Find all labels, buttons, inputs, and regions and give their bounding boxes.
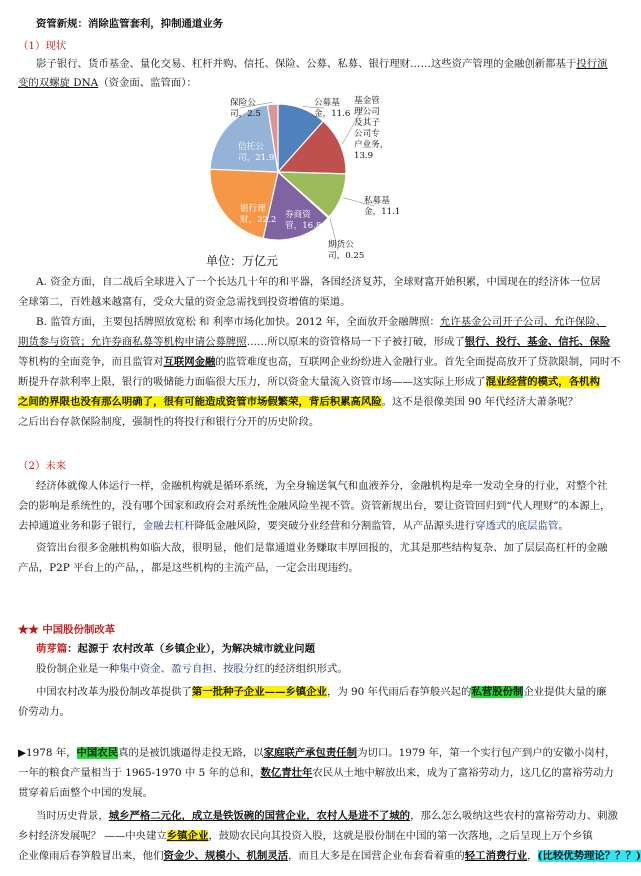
- paragraph-line: 全球第二，百姓越来越富有，受众大量的资金急需找到投资增值的渠道。: [18, 296, 351, 308]
- paragraph-line: 产品，P2P 平台上的产品，，都是这些机构的主流产品，一定会出现违约。: [18, 562, 359, 574]
- paragraph-line: 贯穿着后面整个中国的发展。: [18, 787, 154, 799]
- paragraph-line: 企业像雨后春笋般冒出来，他们资金少、规模小、机制灵活，而且大多是在国营企业布套看着重的轻工消费行业，(比较优势理论？？？): [18, 850, 641, 862]
- paragraph-line: 期货参与资管；允许券商私募等机构申请公募牌照……所以原来的资管格局一下子被打破，形成了银行、投行、基金、信托、保险: [18, 336, 611, 348]
- paragraph-line: 之间的界限也没有那么明确了，很有可能造成资管市场假繁荣，背后积累高风险。这不是很像美国 90 年代经济大萧条呢？: [18, 396, 579, 408]
- section-title-share-reform: ★★ 中国股份制改革: [18, 624, 116, 636]
- paragraph-line: 乡村经济发展呢？ ——中央建立乡镇企业，鼓励农民向其投资入股，这就是股份制在中国的第一次落地，之后呈现上万个乡镇: [18, 830, 593, 842]
- sprout-heading: 萌芽篇：起源于 农村改革（乡镇企业），为解决城市就业问题: [36, 643, 315, 655]
- paragraph-line: 当时历史背景，城乡严格二元化，成立是铁饭碗的国营企业，农村人是进不了城的，那么怎么吸纳这些农村的富裕劳动力、刺激: [36, 810, 618, 822]
- pie-slice-label: 信托公 司，21.9: [238, 142, 275, 163]
- subheading-future: （2）未来: [18, 460, 67, 472]
- pie-slice-label: 私募基 金，11.1: [364, 196, 401, 217]
- paragraph-line: 经济体就像人体运行一样，金融机构就是循环系统，为全身输送氧气和血液养分，金融机构是牵一发动全身的行业，对整个社: [36, 480, 608, 492]
- pie-chart: [190, 92, 450, 272]
- paragraph-line: 中国农村改革为股份制改革提供了第一批种子企业——乡镇企业，为 90 年代雨后春笋般兴起的私营股份制企业提供大量的廉: [36, 686, 607, 698]
- paragraph-line: 等机构的全面竞争，而且监管对互联网金融的监管难度也高，互联网企业纷纷进入金融行业。首先全面提高放开了贷款限制，同时不: [18, 356, 621, 368]
- paragraph-line: 一年的粮食产量相当于 1965-1970 中 5 年的总和，数亿青壮年农民从土地中解放出来，成为了富裕劳动力，这几亿的富裕劳动力: [18, 767, 614, 779]
- paragraph-line: 变的双螺旋 DNA（资金面、监管面）：: [18, 77, 197, 89]
- paragraph-line: ▶1978 年，中国农民真的是被饥饿逼得走投无路，以家庭联产承包责任制为切口。1979 年，第一个实行包产到户的安徽小岗村，: [18, 747, 616, 759]
- section-title-asset-management: 资管新规：消除监管套利，抑制通道业务: [36, 18, 224, 30]
- paragraph-line: B. 监管方面，主要包括牌照放宽松 和 利率市场化加快。2012 年，全面放开金融牌照：允许基金公司开子公司、允许保险、: [36, 316, 607, 328]
- paragraph-line: 股份制企业是一种集中资金、盈亏自担、按股分红的经济组织形式。: [36, 663, 348, 675]
- pie-slice-label: 银行理 财，22.2: [240, 204, 277, 225]
- subheading-current: （1）现状: [18, 40, 67, 52]
- stars-icon: ★★: [18, 624, 39, 636]
- paragraph-line: 之后出台存款保险制度，强制性的将投行和银行分开的历史阶段。: [18, 416, 320, 428]
- pie-slice-label: 公募基 金，11.6: [314, 98, 351, 119]
- paragraph-line: 价劳动力。: [18, 706, 70, 718]
- paragraph-line: 影子银行、货币基金、量化交易、杠杆并购、信托、保险、公募、私募、银行理财……这些资产管理的金融创新都基于投行演: [36, 58, 608, 70]
- paragraph-line: A. 资金方面，自二战后全球进入了一个长达几十年的和平器，各国经济复苏，全球财富开始积累，中国现在的经济体一位居: [36, 276, 601, 288]
- chart-unit-label: 单位：万亿元: [206, 254, 279, 268]
- paragraph-line: 会的影响是系统性的，没有哪个国家和政府会对系统性金融风险坐视不管。资管新规出台，要让资管回归到“代人理财”的本源上，: [18, 500, 611, 512]
- pie-slice-label: 期货公 司，0.25: [328, 240, 365, 261]
- paragraph-line: 资管出台很多金融机构如临大敌，很明显，他们是靠通道业务赚取丰厚回报的，尤其是那些结构复杂、加了层层高杠杆的金融: [36, 542, 608, 554]
- paragraph-line: 断提升存款利率上限，银行的吸储能力面临很大压力，所以资金大量流入资管市场——这实际上形成了混业经营的模式，各机构: [18, 376, 600, 388]
- pie-slice-label: 券商资 管，16.8: [285, 210, 322, 231]
- pie-slice-label: 保险公 司，2.5: [230, 98, 261, 119]
- paragraph-line: 去掉通道业务和影子银行，金融去杠杆降低金融风险，要突破分业经营和分割监管，从产品源头进行穿透式的底层监管。: [18, 520, 569, 532]
- pie-slice-label: 基金管 理公司 及其子 公司专 户业务， 13.9: [354, 96, 389, 161]
